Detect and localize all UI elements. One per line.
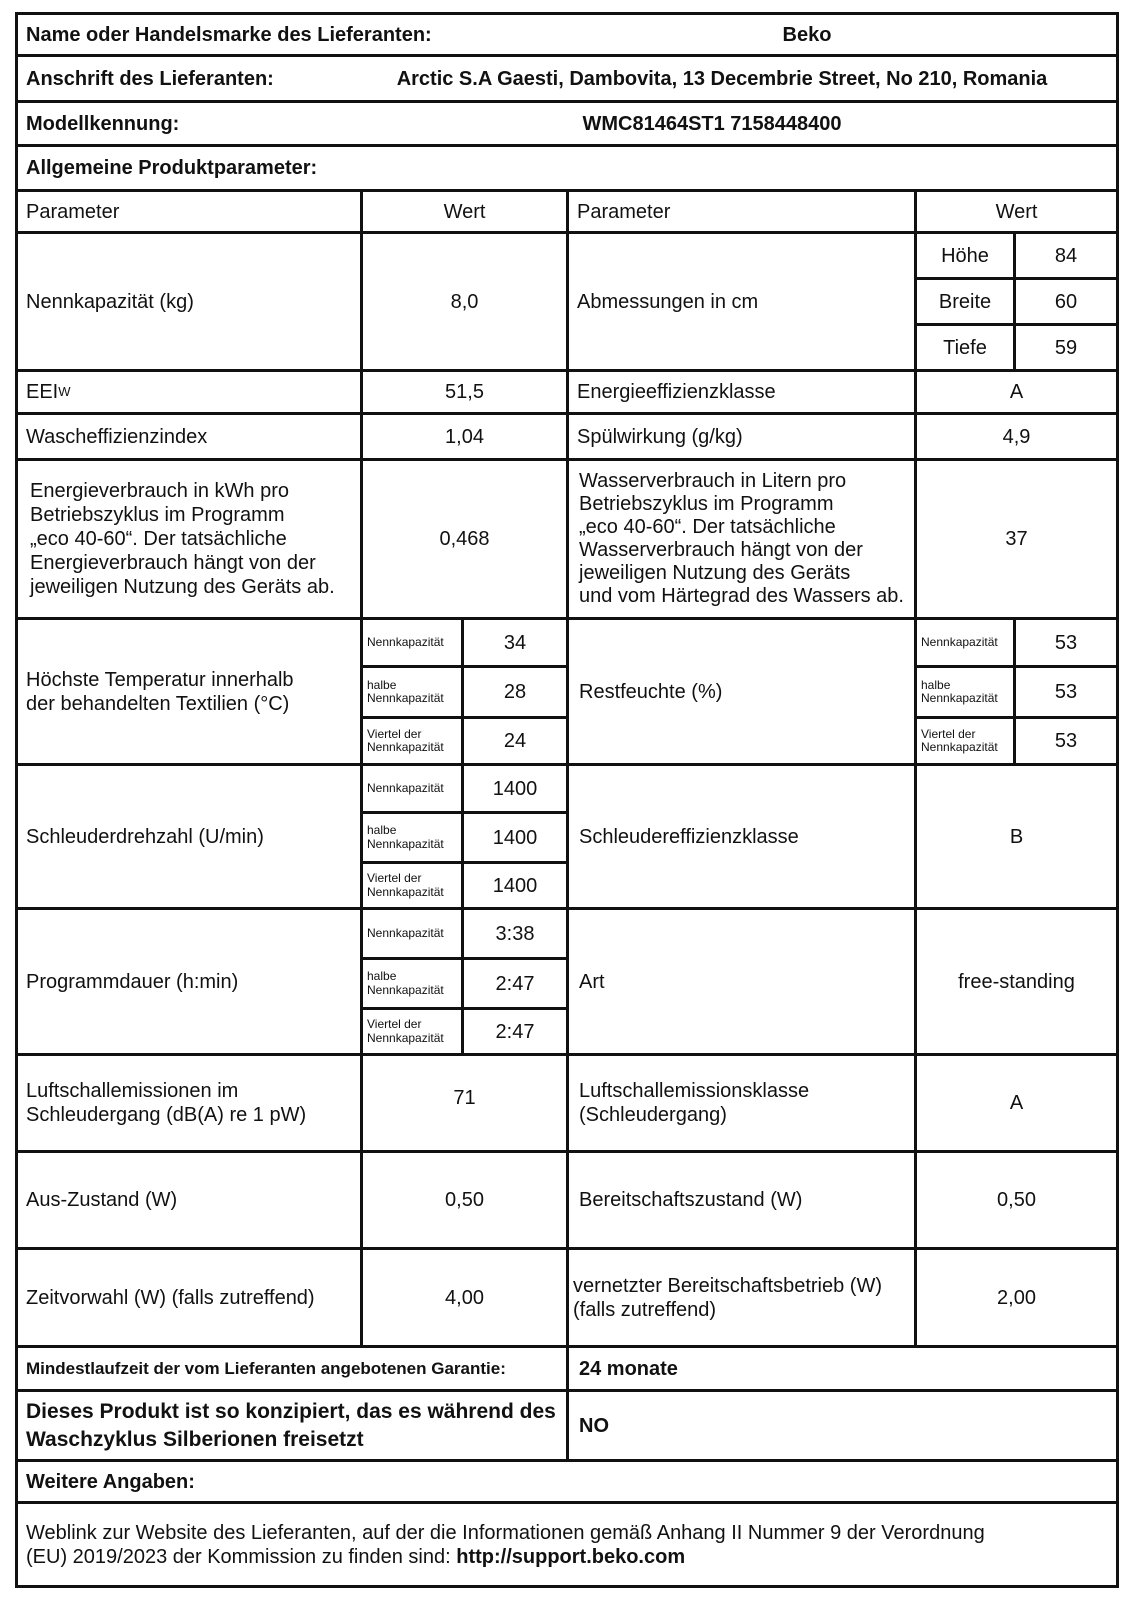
networked-standby-label: vernetzter Bereitschaftsbetrieb (W) (falls zutreffend) (569, 1250, 914, 1345)
general-parameters-heading: Allgemeine Produktparameter: (18, 147, 1116, 189)
supplier-name-value: Beko (538, 15, 1116, 54)
silver-ions-value: NO (569, 1392, 1116, 1459)
further-info-heading: Weitere Angaben: (18, 1462, 1116, 1501)
supplier-name-label: Name oder Handelsmarke des Lieferanten: (18, 15, 538, 54)
eei-label: EEI W (18, 372, 360, 412)
appliance-type-value: free-standing (917, 910, 1116, 1053)
rinsing-value: 4,9 (917, 415, 1116, 458)
duration-full-load-label: Nennkapazität (363, 910, 461, 957)
width-label: Breite (917, 280, 1013, 323)
value-header-left: Wert (363, 192, 566, 231)
model-value: WMC81464ST1 7158448400 (518, 103, 1116, 144)
depth-label: Tiefe (917, 326, 1013, 369)
delay-start-value: 4,00 (363, 1250, 566, 1345)
appliance-type-label: Art (569, 910, 914, 1053)
networked-standby-value: 2,00 (917, 1250, 1116, 1345)
duration-quarter-load-label: Viertel der Nennkapazität (363, 1010, 461, 1053)
noise-class-label: Luftschallemissionsklasse (Schleudergang) (569, 1056, 914, 1150)
moisture-half-load-value: 53 (1016, 668, 1116, 716)
dimensions-label: Abmessungen in cm (569, 234, 914, 369)
duration-half-load-value: 2:47 (464, 960, 566, 1007)
supplier-website-link[interactable]: http://support.beko.com (456, 1545, 686, 1568)
moisture-full-load-value: 53 (1016, 620, 1116, 665)
supplier-address-value: Arctic S.A Gaesti, Dambovita, 13 Decembrie Street, No 210, Romania (328, 57, 1116, 100)
parameter-header-left: Parameter (18, 192, 360, 231)
moisture-half-load-label: halbe Nennkapazität (917, 668, 1013, 716)
rated-capacity-value: 8,0 (363, 234, 566, 369)
warranty-label: Mindestlaufzeit der vom Lieferanten angebotenen Garantie: (18, 1348, 566, 1389)
standby-label: Bereitschaftszustand (W) (569, 1153, 914, 1247)
airborne-noise-label: Luftschallemissionen im Schleudergang (dB(A) re 1 pW) (18, 1056, 360, 1150)
supplier-address-label: Anschrift des Lieferanten: (18, 57, 328, 100)
height-label: Höhe (917, 234, 1013, 277)
spin-quarter-load-value: 1400 (464, 864, 566, 907)
value-header-right: Wert (917, 192, 1116, 231)
width-value: 60 (1016, 280, 1116, 323)
spin-class-label: Schleudereffizienzklasse (569, 766, 914, 907)
moisture-full-load-label: Nennkapazität (917, 620, 1013, 665)
spin-half-load-value: 1400 (464, 814, 566, 861)
temperature-quarter-load-label: Viertel der Nennkapazität (363, 719, 461, 763)
duration-quarter-load-value: 2:47 (464, 1010, 566, 1053)
washing-efficiency-value: 1,04 (363, 415, 566, 458)
model-label: Modellkennung: (18, 103, 518, 144)
moisture-quarter-load-label: Viertel der Nennkapazität (917, 719, 1013, 763)
spin-full-load-value: 1400 (464, 766, 566, 811)
rinsing-label: Spülwirkung (g/kg) (569, 415, 914, 458)
delay-start-label: Zeitvorwahl (W) (falls zutreffend) (18, 1250, 360, 1345)
water-consumption-label: Wasserverbrauch in Litern pro Betriebszyklus im Programm „eco 40-60“. Der tatsächliche Wasserverbrauch hängt von der jeweiligen Nutzung des Geräts und vom Härtegrad des Wassers ab. (569, 461, 914, 617)
moisture-quarter-load-value: 53 (1016, 719, 1116, 763)
energy-consumption-value: 0,468 (363, 461, 566, 617)
energy-class-label: Energieeffizienzklasse (569, 372, 914, 412)
depth-value: 59 (1016, 326, 1116, 369)
max-temperature-label: Höchste Temperatur innerhalb der behandelten Textilien (°C) (18, 620, 360, 763)
remaining-moisture-label: Restfeuchte (%) (569, 620, 914, 763)
spin-full-load-label: Nennkapazität (363, 766, 461, 811)
noise-class-value: A (917, 1056, 1116, 1150)
temperature-quarter-load-value: 24 (464, 719, 566, 763)
spin-quarter-load-label: Viertel der Nennkapazität (363, 864, 461, 907)
washing-efficiency-label: Wascheffizienzindex (18, 415, 360, 458)
temperature-half-load-value: 28 (464, 668, 566, 716)
standby-value: 0,50 (917, 1153, 1116, 1247)
height-value: 84 (1016, 234, 1116, 277)
eei-value: 51,5 (363, 372, 566, 412)
energy-class-value: A (917, 372, 1116, 412)
spin-speed-label: Schleuderdrehzahl (U/min) (18, 766, 360, 907)
temperature-half-load-label: halbe Nennkapazität (363, 668, 461, 716)
duration-full-load-value: 3:38 (464, 910, 566, 957)
product-information-sheet (15, 12, 1119, 1588)
parameter-header-right: Parameter (569, 192, 914, 231)
off-mode-value: 0,50 (363, 1153, 566, 1247)
further-info-text: Weblink zur Website des Lieferanten, auf der die Informationen gemäß Anhang II Nummer 9 der Verordnung (EU) 2019/2023 der Kommission zu finden sind: http://support.beko.com (18, 1504, 1116, 1585)
rated-capacity-label: Nennkapazität (kg) (18, 234, 360, 369)
warranty-value: 24 monate (569, 1348, 1116, 1389)
off-mode-label: Aus-Zustand (W) (18, 1153, 360, 1247)
energy-consumption-label: Energieverbrauch in kWh pro Betriebszyklus im Programm „eco 40-60“. Der tatsächliche Energieverbrauch hängt von der jeweiligen Nutzung des Geräts ab. (18, 461, 360, 617)
water-consumption-value: 37 (917, 461, 1116, 617)
temperature-full-load-value: 34 (464, 620, 566, 665)
temperature-full-load-label: Nennkapazität (363, 620, 461, 665)
spin-class-value: B (917, 766, 1116, 907)
silver-ions-label: Dieses Produkt ist so konzipiert, das es während des Waschzyklus Silberionen freisetzt (18, 1392, 566, 1459)
programme-duration-label: Programmdauer (h:min) (18, 910, 360, 1053)
duration-half-load-label: halbe Nennkapazität (363, 960, 461, 1007)
spin-half-load-label: halbe Nennkapazität (363, 814, 461, 861)
airborne-noise-value: 71 (363, 1056, 566, 1150)
